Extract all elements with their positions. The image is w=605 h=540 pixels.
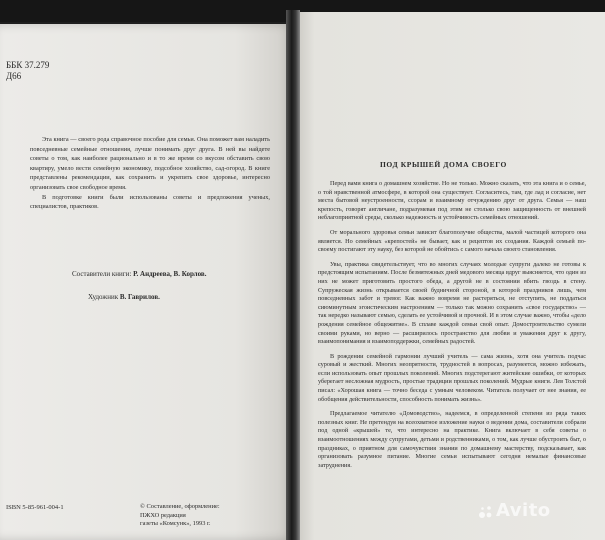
compilers-prefix: Составители книги: bbox=[72, 270, 132, 278]
isbn: ISBN 5-85-961-004-1 bbox=[6, 504, 64, 511]
copyright-line-3: газеты «Комсунк», 1993 г. bbox=[140, 520, 211, 528]
copyright bbox=[140, 503, 290, 529]
udc-line: Д66 bbox=[6, 71, 22, 81]
annotation-paragraph-2: В подготовке книги были использованы советы и предложения ученых, специалистов, практиков. bbox=[30, 193, 270, 211]
body-paragraph-4: В рождении семейной гармонии лучший учитель — сама жизнь, хотя она учитель подчас суровый и жесткий. Многих неопрятности, трудностей в вопросах, разумеется, можно избежать, если использовать опыт прошлых поколений. Многих подстерегают житейские ошибки, от которых уберегает несложная мудрость, простые традиции прошлых поколений. Мудрые книги. Лев Толстой писал: «Хорошая книга — точно беседа с умным человеком. Читатель получает от нее знания, ее обобщения действительности, способность понимать жизнь». bbox=[318, 352, 586, 403]
watermark-text: Avito bbox=[496, 500, 551, 521]
body-paragraph-3: Увы, практика свидетельствует, что во многих случаях молодые супруги далеко не готовы к предстоящим испытаниям. После безмятежных дней медового месяца вдруг выясняется, что один из них не может приготовить простого обеда, а другой не в состоянии вбить гвоздь в стену. Супружеская жизнь открывается своей будничной стороной, в которой праздников лишь, чем повседневных забот и тревог. Как важно вовремя не растеряться, не отступить, не поддаться сиюминутным эгоистическим настроениям — только так можно сохранить «свое государство» — так нередко называют семью, сделать ее устойчивой и прочной. И в этом случае важно, чтобы «дело рождения семейное общежитие». В сплаве каждой семьи свой опыт. Домостроительство сумели своими руками, но верно — расширилось пространство для любви и уважения друг к другу, взаимопонимания и взаимоподдержки, семейных радостей. bbox=[318, 260, 586, 346]
body-paragraph-5: Предлагаемое читателю «Домоводство», надеемся, в определенной степени из ряда таких полезных книг. Не претендуя на всеохватное изложение науки о ведении дома, составители собрали под одной «крышей» те, что интересно на практике. Книга включает в себя советы о взаимоотношениях между супругами, детьми и родственниками, о том, как лучше обустроить быт, о праздниках, о приятном для самочувствия знании по домашнему мастерству, подсказывает, как организовать разумное питание. Многие семьи испытывают сегодня немалые финансовые затруднения. bbox=[318, 410, 586, 469]
avito-logo-icon bbox=[478, 504, 494, 520]
artist bbox=[88, 292, 160, 302]
book-spine bbox=[286, 10, 300, 540]
chapter-title: ПОД КРЫШЕЙ ДОМА СВОЕГО bbox=[380, 160, 507, 169]
annotation-paragraph-1: Эта книга — своего рода справочное пособие для семьи. Она поможет вам наладить повседневные семейные отношения, лучше понимать друг друга. В ней вы найдете советы о том, как наиболее рационально и в то же время со вкусом обставить свою квартиру, умело вести семейную экономику, подсобное хозяйство, сад-огород. В книге представлены рекомендации, как сохранить и укрепить свое здоровье, интересно организовать свое свободное время. bbox=[30, 136, 270, 191]
left-page bbox=[0, 24, 294, 540]
compilers bbox=[72, 269, 206, 279]
body-paragraph-2: От морального здоровья семьи зависит благополучие общества, малой частицей которого она является. Но семейных «крепостей» не бывает, как и рецептов их создания. Каждой семьей по-своему постигают эту науку, без которой не обойтись с самого начала своего становления. bbox=[318, 228, 586, 254]
artist-prefix: Художник bbox=[88, 293, 119, 301]
body-paragraph-1: Перед вами книга о домашнем хозяйстве. Но не только. Можно сказать, что эта книга и о семье, о той нравственной атмосфере, в которой она существует. Согласитесь, там, где лад и согласие, нет места бытовой неустроенности, ссорам и взаимному отчуждению друг от друга. Семья — наш крепость, говорят англичане, подразумевая под этим не столько свою защищенность от внешней неблагоприятной среды, сколько надежность и устойчивость семейных отношений. bbox=[318, 180, 586, 222]
chapter-body bbox=[318, 180, 586, 470]
annotation bbox=[30, 135, 270, 212]
bbk-code bbox=[6, 60, 49, 82]
compilers-names: Р. Андреева, В. Корлов. bbox=[133, 270, 207, 278]
copyright-line-2: ПЖХО редакция bbox=[140, 511, 186, 519]
artist-name: В. Гаврилов. bbox=[119, 293, 160, 301]
bbk-line: ББК 37.279 bbox=[6, 60, 50, 70]
copyright-line-1: © Составление, оформление: bbox=[140, 503, 220, 510]
